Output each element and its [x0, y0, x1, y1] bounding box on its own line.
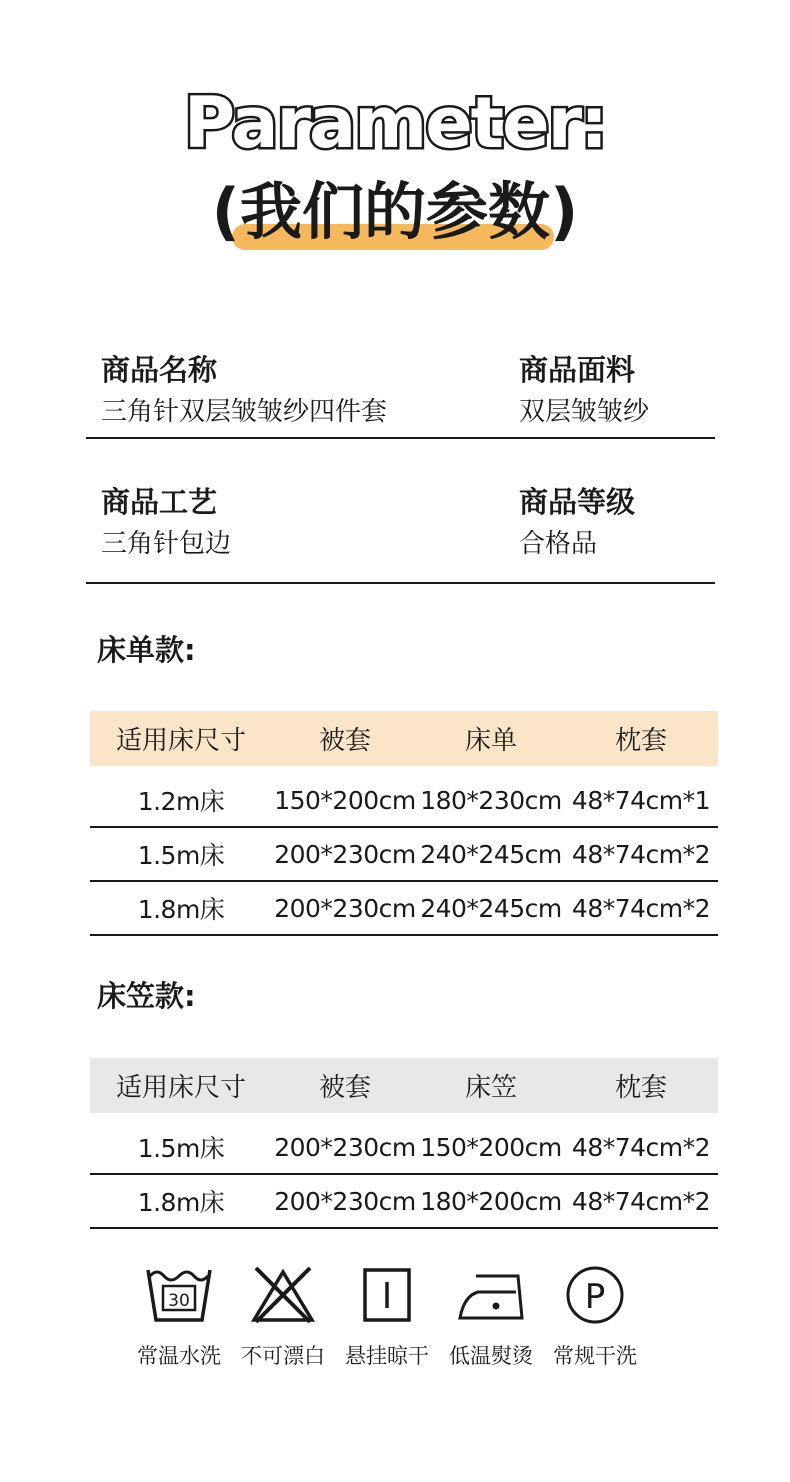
care-item	[543, 1262, 647, 1370]
table-header	[90, 1058, 718, 1113]
column-header: 枕套	[614, 726, 667, 756]
column-header: 被套	[318, 1073, 371, 1103]
care-item	[231, 1262, 335, 1370]
table-cell: 1.8m床	[137, 1188, 225, 1217]
dry-clean-p-icon	[560, 1262, 630, 1326]
table-cell: 180*230cm	[420, 785, 562, 815]
care-label: 常规干洗	[553, 1344, 637, 1368]
column-header: 枕套	[614, 1073, 667, 1103]
table-cell: 48*74cm*1	[571, 785, 711, 815]
divider	[86, 437, 715, 439]
param-value: 三角针包边	[101, 529, 232, 559]
subtitle-block	[0, 172, 790, 262]
table-cell: 1.8m床	[137, 895, 225, 924]
param-craft	[101, 484, 231, 562]
table-cell: 200*230cm	[274, 1132, 416, 1162]
column-header: 被套	[318, 726, 371, 756]
care-label: 常温水洗	[137, 1344, 221, 1368]
care-label: 不可漂白	[241, 1344, 325, 1368]
param-value: 合格品	[519, 529, 598, 559]
param-label: 商品名称	[101, 353, 218, 387]
table-row	[90, 1175, 718, 1229]
param-label: 商品等级	[519, 485, 636, 519]
column-header: 床笠	[464, 1073, 517, 1103]
care-item	[127, 1262, 231, 1370]
divider	[86, 582, 715, 584]
care-item	[335, 1262, 439, 1370]
table-cell: 240*245cm	[420, 893, 562, 923]
table-cell: 48*74cm*2	[571, 1132, 711, 1162]
param-value: 三角针双层皱皱纱四件套	[101, 397, 388, 427]
column-header: 适用床尺寸	[115, 1073, 246, 1103]
param-product-name	[101, 352, 387, 430]
table-cell: 180*200cm	[420, 1186, 562, 1216]
section-heading-bedsheet: 床单款:	[97, 633, 196, 667]
param-grade	[519, 484, 635, 562]
hang-dry-icon	[352, 1262, 422, 1326]
param-fabric	[519, 352, 649, 430]
column-header: 床单	[464, 726, 517, 756]
table-row	[90, 1121, 718, 1175]
page-subtitle: (我们的参数)	[211, 175, 579, 248]
table-cell: 48*74cm*2	[571, 1186, 711, 1216]
table-row	[90, 828, 718, 882]
column-header: 适用床尺寸	[115, 726, 246, 756]
no-bleach-icon	[248, 1262, 318, 1326]
table-row	[90, 882, 718, 936]
low-iron-icon	[456, 1262, 526, 1326]
care-label: 低温熨烫	[449, 1344, 533, 1368]
section-heading-fitted: 床笠款:	[97, 979, 196, 1013]
table-cell: 1.2m床	[137, 787, 225, 816]
table-cell: 1.5m床	[137, 841, 225, 870]
param-label: 商品面料	[519, 353, 636, 387]
table-row	[90, 774, 718, 828]
table-cell: 150*200cm	[420, 1132, 562, 1162]
table-header	[90, 711, 718, 766]
table-cell: 48*74cm*2	[571, 893, 711, 923]
table-cell: 48*74cm*2	[571, 839, 711, 869]
care-instructions	[127, 1262, 647, 1370]
table-cell: 240*245cm	[420, 839, 562, 869]
table-cell: 150*200cm	[274, 785, 416, 815]
wash-temp-text: 30	[168, 1291, 190, 1311]
wash-30-icon	[144, 1262, 214, 1326]
table-cell: 1.5m床	[137, 1134, 225, 1163]
table-cell: 200*230cm	[274, 893, 416, 923]
size-table-fitted	[90, 1058, 718, 1229]
dry-clean-letter: P	[584, 1277, 606, 1317]
param-label: 商品工艺	[101, 485, 218, 519]
care-item	[439, 1262, 543, 1370]
table-cell: 200*230cm	[274, 1186, 416, 1216]
param-value: 双层皱皱纱	[519, 397, 650, 427]
care-label: 悬挂晾干	[345, 1344, 429, 1368]
page-title: Parameter:	[183, 82, 607, 164]
table-cell: 200*230cm	[274, 839, 416, 869]
size-table-bedsheet	[90, 711, 718, 936]
